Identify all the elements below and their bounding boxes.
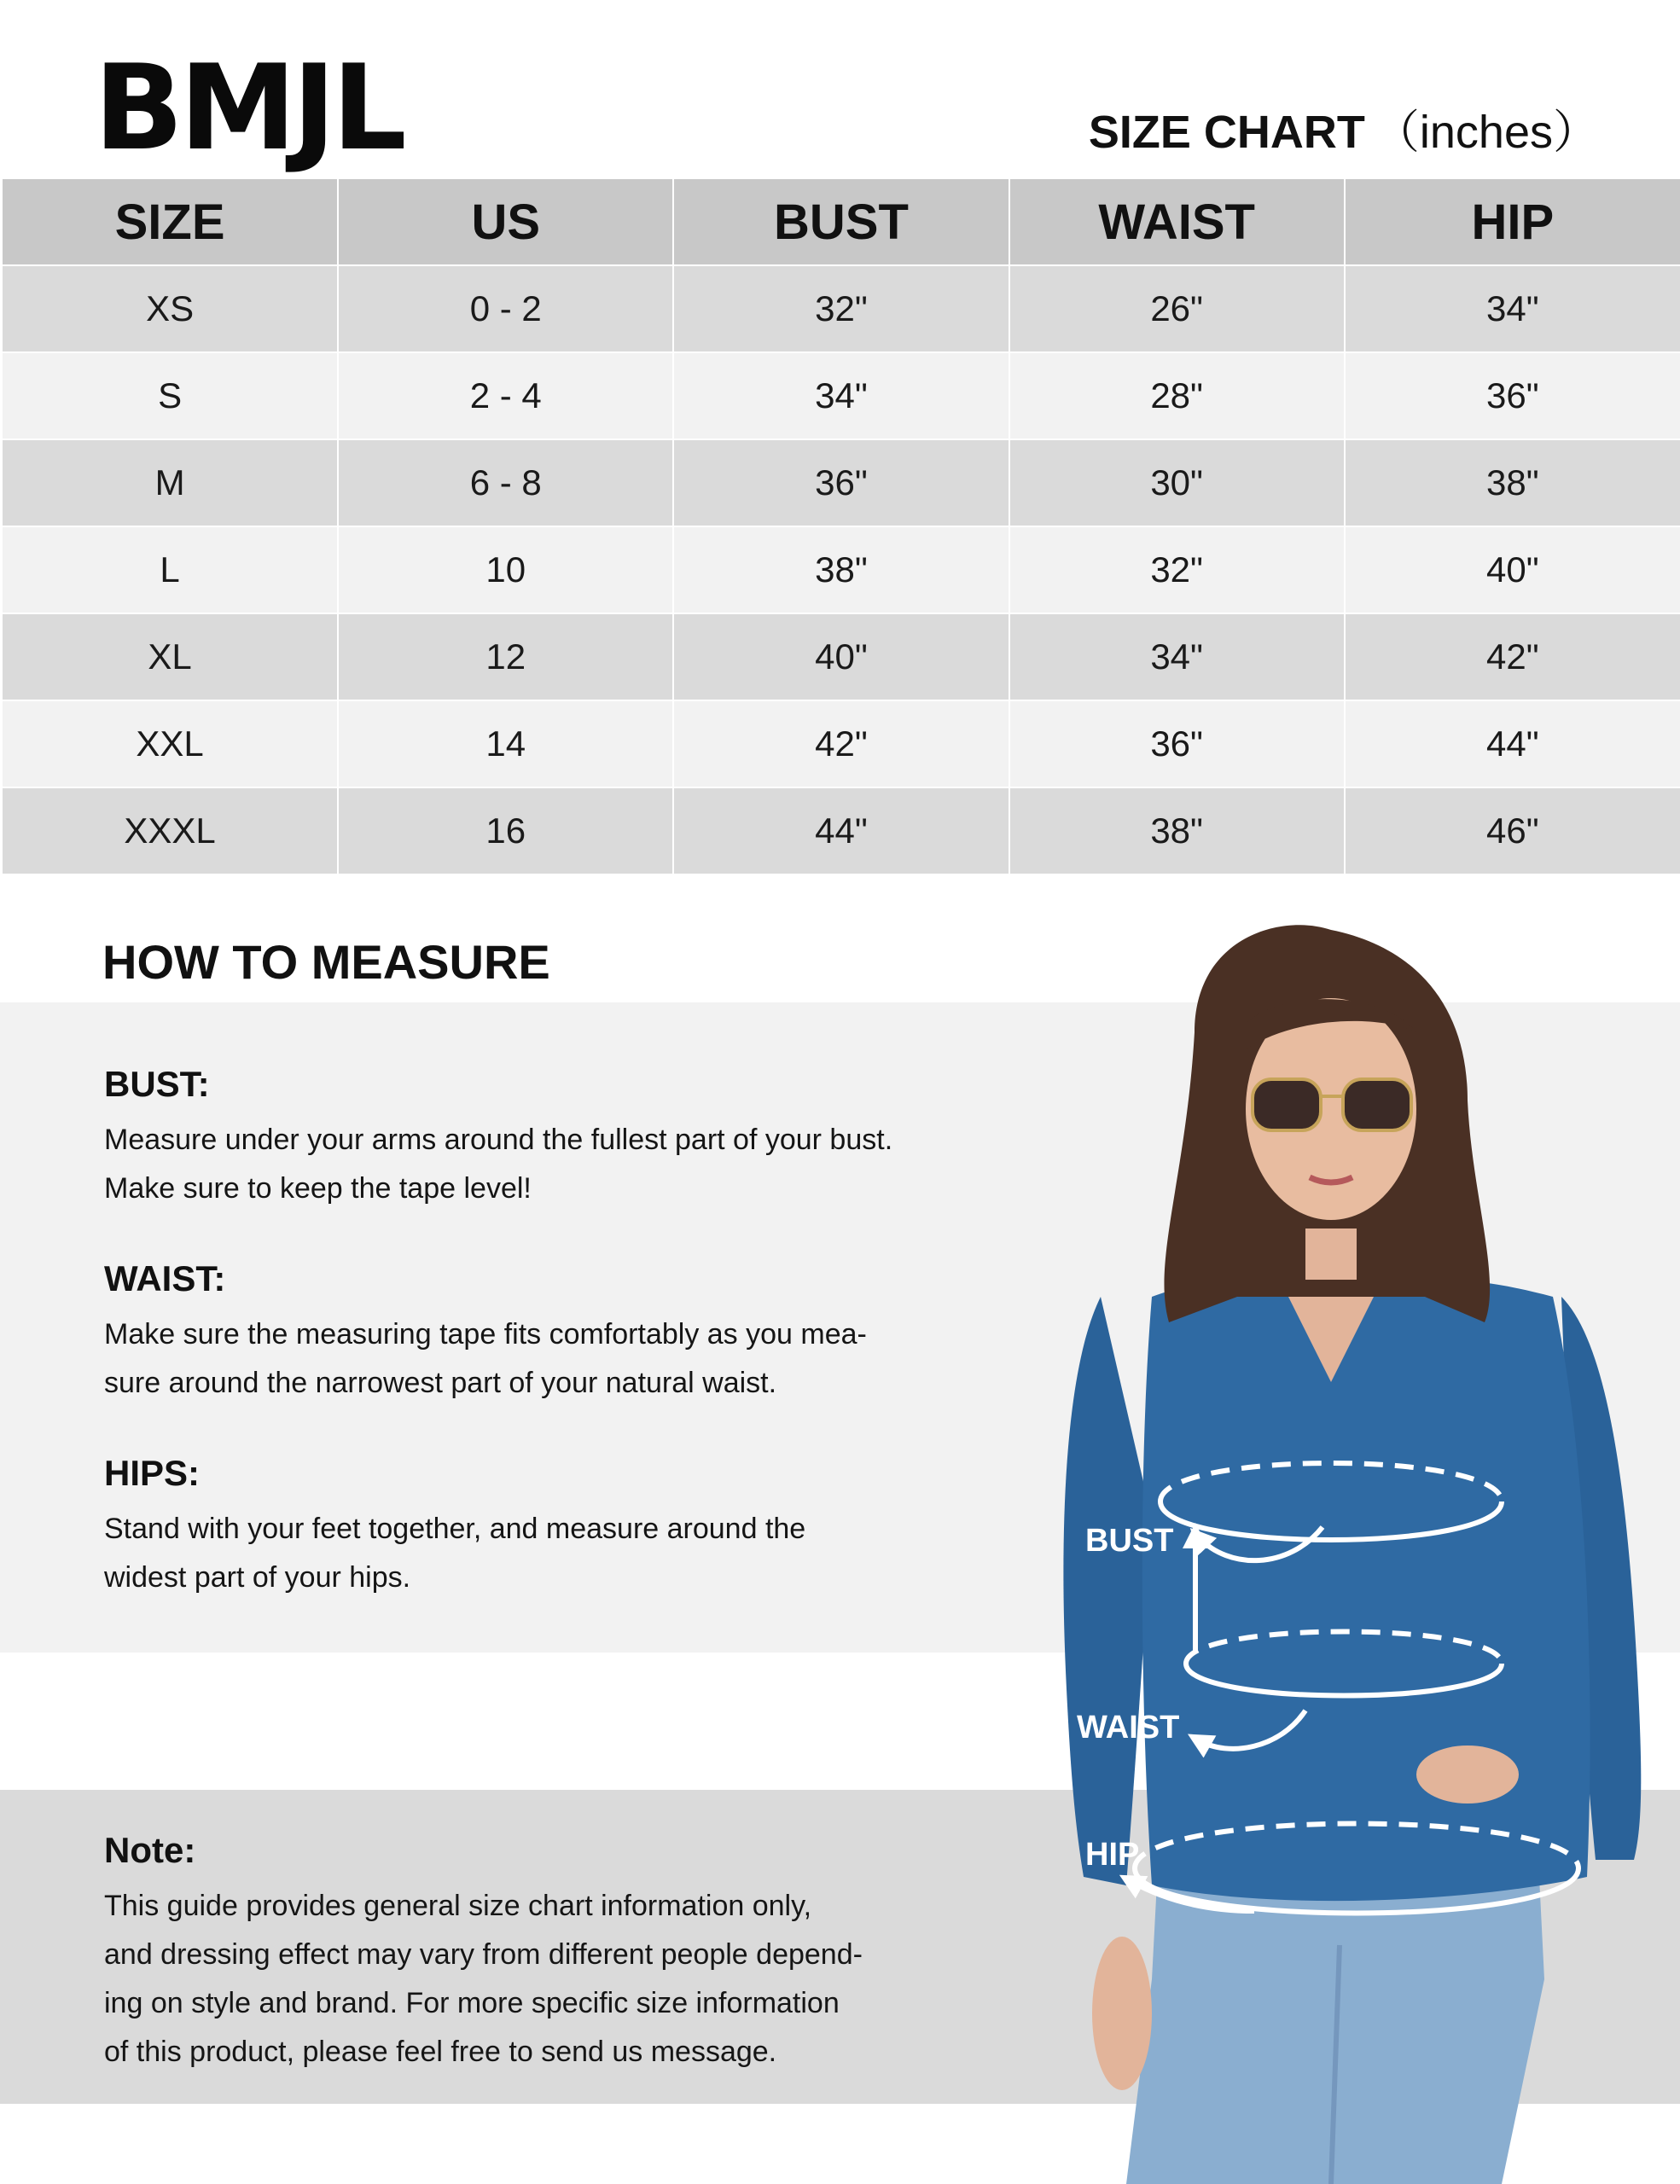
table-header-row [3, 179, 1680, 265]
cell-waist: 34" [1009, 613, 1345, 700]
size-chart-title-main: SIZE CHART [1088, 107, 1365, 158]
cell-hip: 36" [1345, 352, 1680, 439]
note-text-line: ing on style and brand. For more specific size information [104, 1987, 840, 2020]
cell-size: XL [3, 613, 338, 700]
size-chart-title-unit: （inches） [1373, 107, 1599, 158]
size-table [3, 179, 1680, 874]
waist-title: WAIST: [104, 1258, 226, 1298]
bust-text-line: Measure under your arms around the fullest part of your bust. [104, 1124, 893, 1157]
header-size: SIZE [3, 179, 338, 265]
bust-title: BUST: [104, 1064, 210, 1104]
cell-bust: 32" [673, 265, 1009, 352]
cell-bust: 34" [673, 352, 1009, 439]
model-measurement-illustration [1024, 921, 1680, 2184]
brand-logo: BMJL [94, 39, 403, 177]
cell-waist: 32" [1009, 526, 1345, 613]
cell-hip: 46" [1345, 787, 1680, 874]
waist-text-line: Make sure the measuring tape fits comfortably as you mea- [104, 1318, 867, 1351]
cell-bust: 40" [673, 613, 1009, 700]
waist-instructions [104, 1259, 974, 1408]
cell-size: XXXL [3, 787, 338, 874]
header-us: US [338, 179, 673, 265]
cell-bust: 44" [673, 787, 1009, 874]
hips-text-line: Stand with your feet together, and measure around the [104, 1513, 806, 1546]
note-text-line: of this product, please feel free to send us message. [104, 2036, 777, 2069]
cell-hip: 44" [1345, 700, 1680, 787]
cell-us: 0 - 2 [338, 265, 673, 352]
header-bust: BUST [673, 179, 1009, 265]
waist-figure-label: WAIST [1077, 1710, 1180, 1745]
cell-us: 12 [338, 613, 673, 700]
table-row [3, 526, 1680, 613]
waist-text-line: sure around the narrowest part of your natural waist. [104, 1367, 777, 1400]
cell-bust: 36" [673, 439, 1009, 526]
cell-waist: 30" [1009, 439, 1345, 526]
cell-us: 16 [338, 787, 673, 874]
table-row [3, 352, 1680, 439]
note-block [104, 1831, 974, 2077]
cell-waist: 36" [1009, 700, 1345, 787]
bust-figure-label: BUST [1085, 1523, 1174, 1559]
cell-hip: 38" [1345, 439, 1680, 526]
blue-top [1142, 1280, 1590, 1901]
table-row [3, 787, 1680, 874]
cell-hip: 34" [1345, 265, 1680, 352]
cell-waist: 26" [1009, 265, 1345, 352]
size-chart-title [1088, 107, 1599, 158]
cell-size: XS [3, 265, 338, 352]
bust-text-line: Make sure to keep the tape level! [104, 1172, 532, 1205]
cell-size: S [3, 352, 338, 439]
hips-title: HIPS: [104, 1453, 201, 1493]
hand [1416, 1745, 1519, 1804]
cell-waist: 38" [1009, 787, 1345, 874]
table-row [3, 700, 1680, 787]
cell-size: L [3, 526, 338, 613]
cell-us: 10 [338, 526, 673, 613]
how-to-measure-heading: HOW TO MEASURE [102, 935, 550, 989]
cell-us: 6 - 8 [338, 439, 673, 526]
cell-hip: 42" [1345, 613, 1680, 700]
cell-bust: 38" [673, 526, 1009, 613]
note-text-line: This guide provides general size chart information only, [104, 1890, 812, 1923]
cell-us: 14 [338, 700, 673, 787]
hips-instructions [104, 1454, 974, 1602]
note-text-line: and dressing effect may vary from different people depend- [104, 1938, 863, 1972]
cell-waist: 28" [1009, 352, 1345, 439]
bust-instructions [104, 1065, 974, 1213]
header-hip: HIP [1345, 179, 1680, 265]
cell-hip: 40" [1345, 526, 1680, 613]
note-title: Note: [104, 1830, 196, 1870]
cell-size: M [3, 439, 338, 526]
cell-us: 2 - 4 [338, 352, 673, 439]
hip-figure-label: HIP [1085, 1837, 1140, 1873]
table-row [3, 439, 1680, 526]
head [1164, 925, 1490, 1322]
table-row [3, 613, 1680, 700]
header-waist: WAIST [1009, 179, 1345, 265]
hips-text-line: widest part of your hips. [104, 1561, 411, 1594]
cell-bust: 42" [673, 700, 1009, 787]
table-row [3, 265, 1680, 352]
cell-size: XXL [3, 700, 338, 787]
